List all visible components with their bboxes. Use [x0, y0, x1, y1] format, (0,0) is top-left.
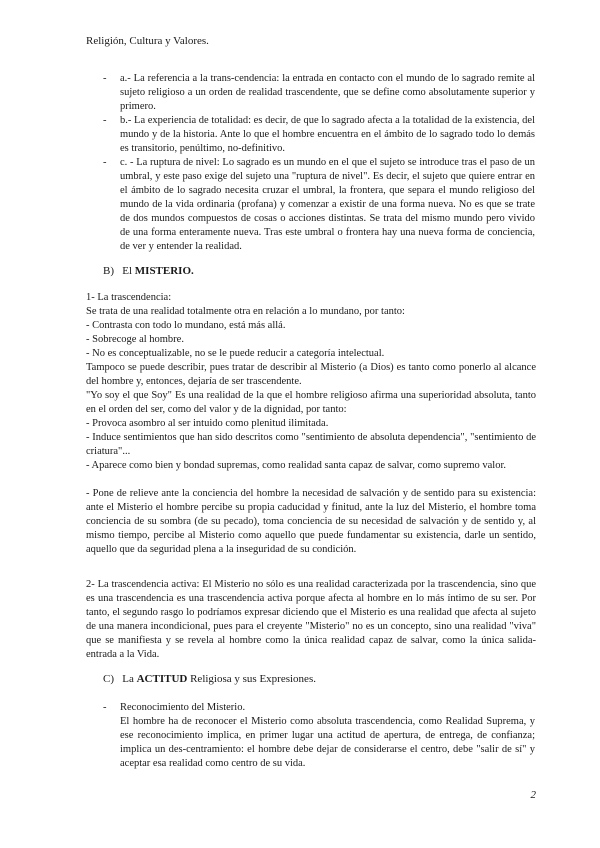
page-number: 2 — [530, 789, 536, 801]
trascendencia-item: - Aparece como bien y bondad supremas, como realidad santa capaz de salvar, como supremo valor. — [86, 460, 507, 471]
list-item-referencia: a.- La referencia a la trans-cendencia: la entrada en contacto con el mundo de lo sagrado remite al sujeto religioso a un orden de realidad trascendente, que se define como absolutamente superior y primero. — [120, 73, 535, 112]
trascendencia-item: - Provoca asombro al ser intuido como plenitud ilimitada. — [86, 418, 329, 429]
trascendencia-item: - Induce sentimientos que han sido descritos como "sentimiento de absoluta dependencia", "sentimiento de criatura"... — [86, 432, 536, 457]
section-b-heading — [103, 264, 194, 278]
trascendencia-intro: Se trata de una realidad totalmente otra en relación a lo mundano, por tanto: — [86, 306, 405, 317]
list-item-ruptura: c. - La ruptura de nivel: Lo sagrado es un mundo en el que el sujeto se introduce tras el paso de un umbral, y este paso exige del sujeto una "ruptura de nivel". Es decir, el sujeto que quiere entrar en el ámbito de lo sagrado necesita cruzar el umbral, la frontera, que separa el mundo religioso del mundo de la vida ordinaria (profana) y comenzar a existir de una forma nueva. No es que se trate de dos mundos compuestos de cosas o acciones distintas. Se trata del mismo mundo pero vivido de una forma enteramente nueva. Tras este umbral o frontera hay una nueva forma de conciencia, de ver y entender la realidad. — [120, 157, 535, 252]
reconocimiento-title: Reconocimiento del Misterio. — [120, 702, 246, 713]
section-bold: MISTERIO. — [134, 265, 194, 277]
trascendencia-title: 1- La trascendencia: — [86, 292, 172, 303]
trascendencia-item: - Pone de relieve ante la conciencia del hombre la necesidad de salvación y de sentido para su existencia: ante el Misterio el hombre percibe su propia caducidad y finitud, ante la luz del Misterio, el hombre toma conciencia de su sombra (de su pecado), toma conciencia de su necesidad de salvación y de sentido y, al mismo tiempo, percibe al Misterio como aquello que puede fundamentar su existencia, darle un sentido, aquello que da seguridad plena a la inseguridad de su condición. — [86, 488, 536, 555]
trascendencia-activa: 2- La trascendencia activa: El Misterio no sólo es una realidad caracterizada por la trascendencia, sino que es una trascendencia es una trascendencia activa porque afecta al hombre en lo más íntimo de su ser. Por tanto, el segundo rasgo lo podríamos expresar diciendo que el Misterio es una realidad que afecta al sujeto de una manera incondicional, pues para el creyente "Misterio" no es un concepto, sino una realidad "viva" que se manifiesta y se revela al hombre como la única realidad capaz de salvar, como la única salida-entrada a la Vida. — [86, 579, 536, 660]
list-item-totalidad: b.- La experiencia de totalidad: es decir, de que lo sagrado afecta a la totalidad de la existencia, del mundo y de la historia. Ante lo que el hombre encuentra en el ámbito de lo sagrado todo lo demás es transitorio, penúltimo, no-definitivo. — [120, 115, 535, 154]
list-dash: - — [103, 702, 107, 713]
section-pre: El — [122, 265, 133, 277]
trascendencia-p3: "Yo soy el que Soy" Es una realidad de la que el hombre religioso afirma una superioridad absoluta, tanto en el orden del ser, como del valor y de la dignidad, por tanto: — [86, 390, 536, 415]
list-dash: - — [103, 157, 107, 168]
reconocimiento-text: El hombre ha de reconocer el Misterio como absoluta trascendencia, como Realidad Suprema, y ese reconocimiento implica, en primer lugar una actitud de apertura, de entrega, de confianza; implica un des-centramiento: el hombre debe dejar de considerarse el centro, debe "salir de sí" y aceptar esa realidad como centro de su vida. — [120, 716, 535, 769]
section-letter: B) — [103, 265, 114, 277]
section-letter: C) — [103, 673, 114, 685]
page-header: Religión, Cultura y Valores. — [86, 35, 209, 47]
list-dash: - — [103, 115, 107, 126]
list-dash: - — [103, 73, 107, 84]
trascendencia-p2: Tampoco se puede describir, pues tratar de describir al Misterio (a Dios) es tanto como ponerlo al alcance del hombre y, entonces, dejaría de ser trascendente. — [86, 362, 536, 387]
section-pre: La — [122, 673, 134, 685]
trascendencia-item: - No es conceptualizable, no se le puede reducir a categoría intelectual. — [86, 348, 385, 359]
trascendencia-item: - Sobrecoge al hombre. — [86, 334, 184, 345]
section-post: Religiosa y sus Expresiones. — [190, 673, 316, 685]
section-bold: ACTITUD — [136, 673, 188, 685]
trascendencia-item: - Contrasta con todo lo mundano, está más allá. — [86, 320, 286, 331]
section-c-heading — [103, 672, 316, 686]
